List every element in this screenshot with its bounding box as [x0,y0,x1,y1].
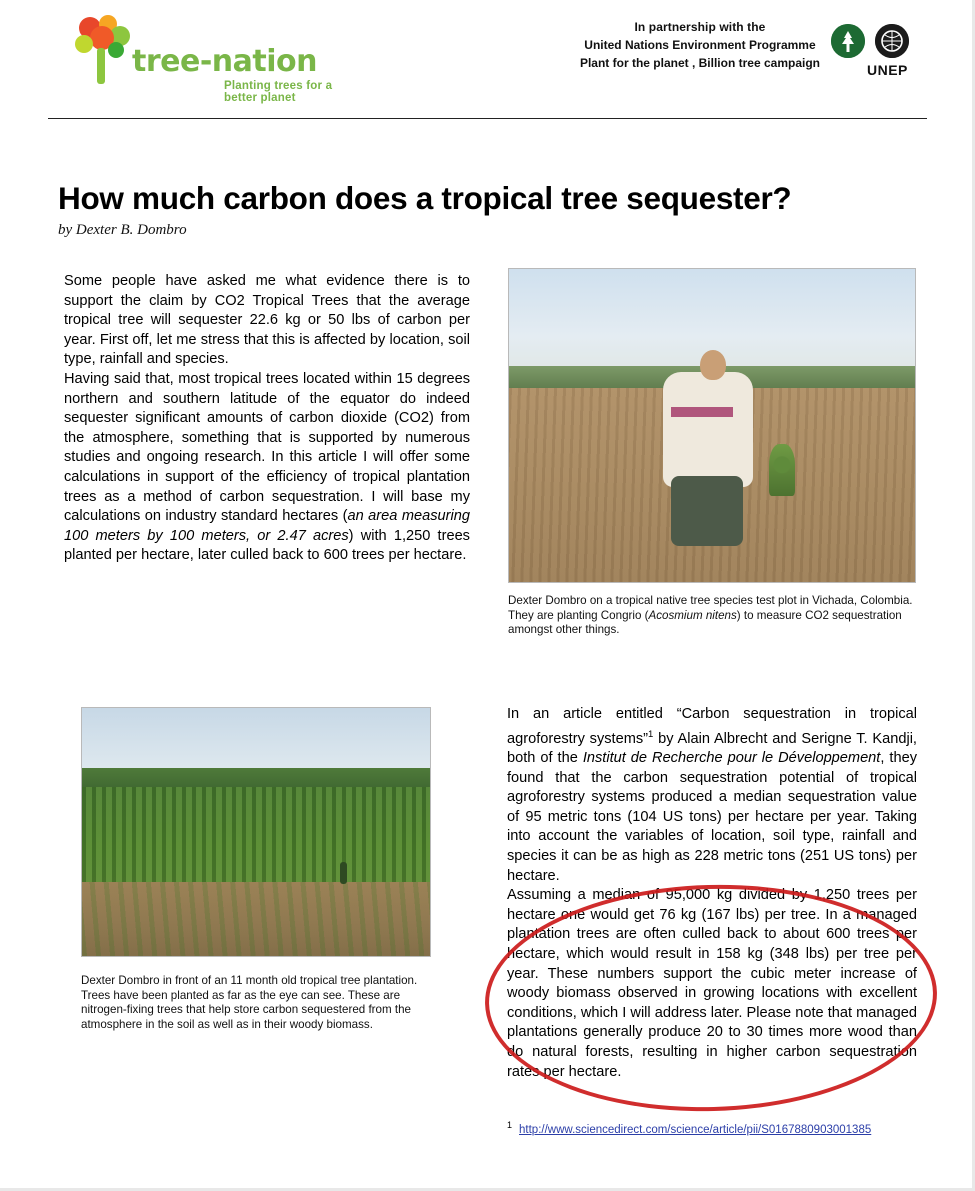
footnote-reference: 1 [648,728,654,740]
logo-tagline: Planting trees for a better planet [224,80,333,104]
footnote [507,1120,927,1136]
article-text-column [507,705,917,1082]
footnote-number: 1 [507,1120,513,1130]
photo1-person-leg [671,476,743,546]
article-p1-part-b: by Alain Albrecht and Serigne T. Kandji, both of the [507,730,917,767]
photo2-caption [81,974,419,1032]
title-block [58,180,938,239]
unep-label: UNEP [867,62,908,78]
partnership-text [580,18,820,72]
footnote-link[interactable]: http://www.sciencedirect.com/science/article/pii/S0167880903001385 [519,1123,872,1136]
intro-p2-part-a: Having said that, most tropical trees located within 15 degrees northern and southern latitude of the equator do indeed sequester significant amounts of carbon dioxide (CO2) from the atmosphere, something that is supported by numerous studies and ongoing research. In this article I will offer some calculations in support of the efficiency of tropical plantation trees as a method of carbon sequestration. I will base my calculations on industry standard hectares ( [64,370,470,525]
photo2-sky [82,708,430,772]
intro-p2-italic: an area measuring 100 meters by 100 meters, or 2.47 acres [64,508,470,544]
page-title: How much carbon does a tropical tree sequester? [58,180,792,216]
byline: by Dexter B. Dombro [58,222,187,238]
article-p1-part-a: In an article entitled “Carbon sequestration in tropical agroforestry systems” [507,706,917,747]
photo2-ground [82,882,430,956]
photo1-person-stripe [671,407,733,417]
photo2-trees [82,787,430,886]
photo1-caption-b: ) to measure CO2 sequestration amongst other things. [508,608,902,637]
unep-globe-icon [875,24,909,58]
header-divider [48,118,927,119]
photo-dexter-test-plot [508,268,916,583]
article-p1-part-c: , they found that the carbon sequestration potential of tropical agroforestry systems produced a median sequestration value of 95 metric tons (104 US tons) per hectare per year. Taking into account the variables of location, soil type, rainfall and species it can be as high as 228 metric tons (251 US tons) per hectare. [507,750,917,884]
photo1-caption-text [508,594,920,638]
photo1-person-body [663,372,753,487]
article-p1-italic: Institut de Recherche pour le Développement [582,750,881,767]
photo1-person-head [700,350,726,380]
plant-for-the-planet-icon [831,24,865,58]
photo1-caption [508,594,920,638]
article-paragraph-1 [507,705,917,886]
photo1-sapling [769,444,795,496]
photo1-caption-italic: Acosmium nitens [648,608,737,622]
intro-paragraph-1: Some people have asked me what evidence there is to support the claim by CO2 Tropical Trees that the average tropical tree will sequester 22.6 kg or 50 lbs of carbon per year. First off, let me stress that this is affected by location, soil type, rainfall and species. [64,273,470,368]
un-logos [831,22,927,84]
photo1-caption-a: Dexter Dombro on a tropical native tree species test plot in Vichada, Colombia. They are planting Congrio ( [508,594,913,622]
intro-text-column [64,272,470,566]
partnership-line-1: In partnership with the [634,20,766,34]
intro-p2-part-b: ) with 1,250 trees planted per hectare, later culled back to 600 trees per hectare. [64,527,470,564]
logo-wordmark: tree-nation [132,44,317,79]
photo2-person [340,862,347,884]
tree-nation-logo[interactable] [72,14,362,104]
page-header [0,0,975,118]
intro-paragraph-2 [64,370,470,566]
unep-emblem-icon [875,24,909,58]
photo-plantation [81,707,431,957]
photo2-caption-text: Dexter Dombro in front of an 11 month old tropical tree plantation. Trees have been planted as far as the eye can see. These are nitrogen-fixing trees that help store carbon sequestered from the atmosphere in the soil as well as in their woody biomass. [81,974,418,1031]
partnership-line-2: United Nations Environment Programme [584,38,816,52]
tree-logo-icon [72,14,134,86]
pftp-emblem-icon [831,24,865,58]
partnership-line-3: Plant for the planet , Billion tree campaign [579,56,820,70]
article-paragraph-2: Assuming a median of 95,000 kg divided by 1,250 trees per hectare one would get 76 kg (167 lbs) per tree. In a managed plantation trees are often culled back to about 600 trees per hectare, which would result in 158 kg (348 lbs) per tree per year. These numbers support the cubic meter increase of woody biomass observed in growing locations with excellent conditions, which I will address later. Please note that managed plantations generally produce 20 to 30 times more wood than do natural forests, resulting in higher carbon sequestration rates per hectare. [507,887,917,1080]
